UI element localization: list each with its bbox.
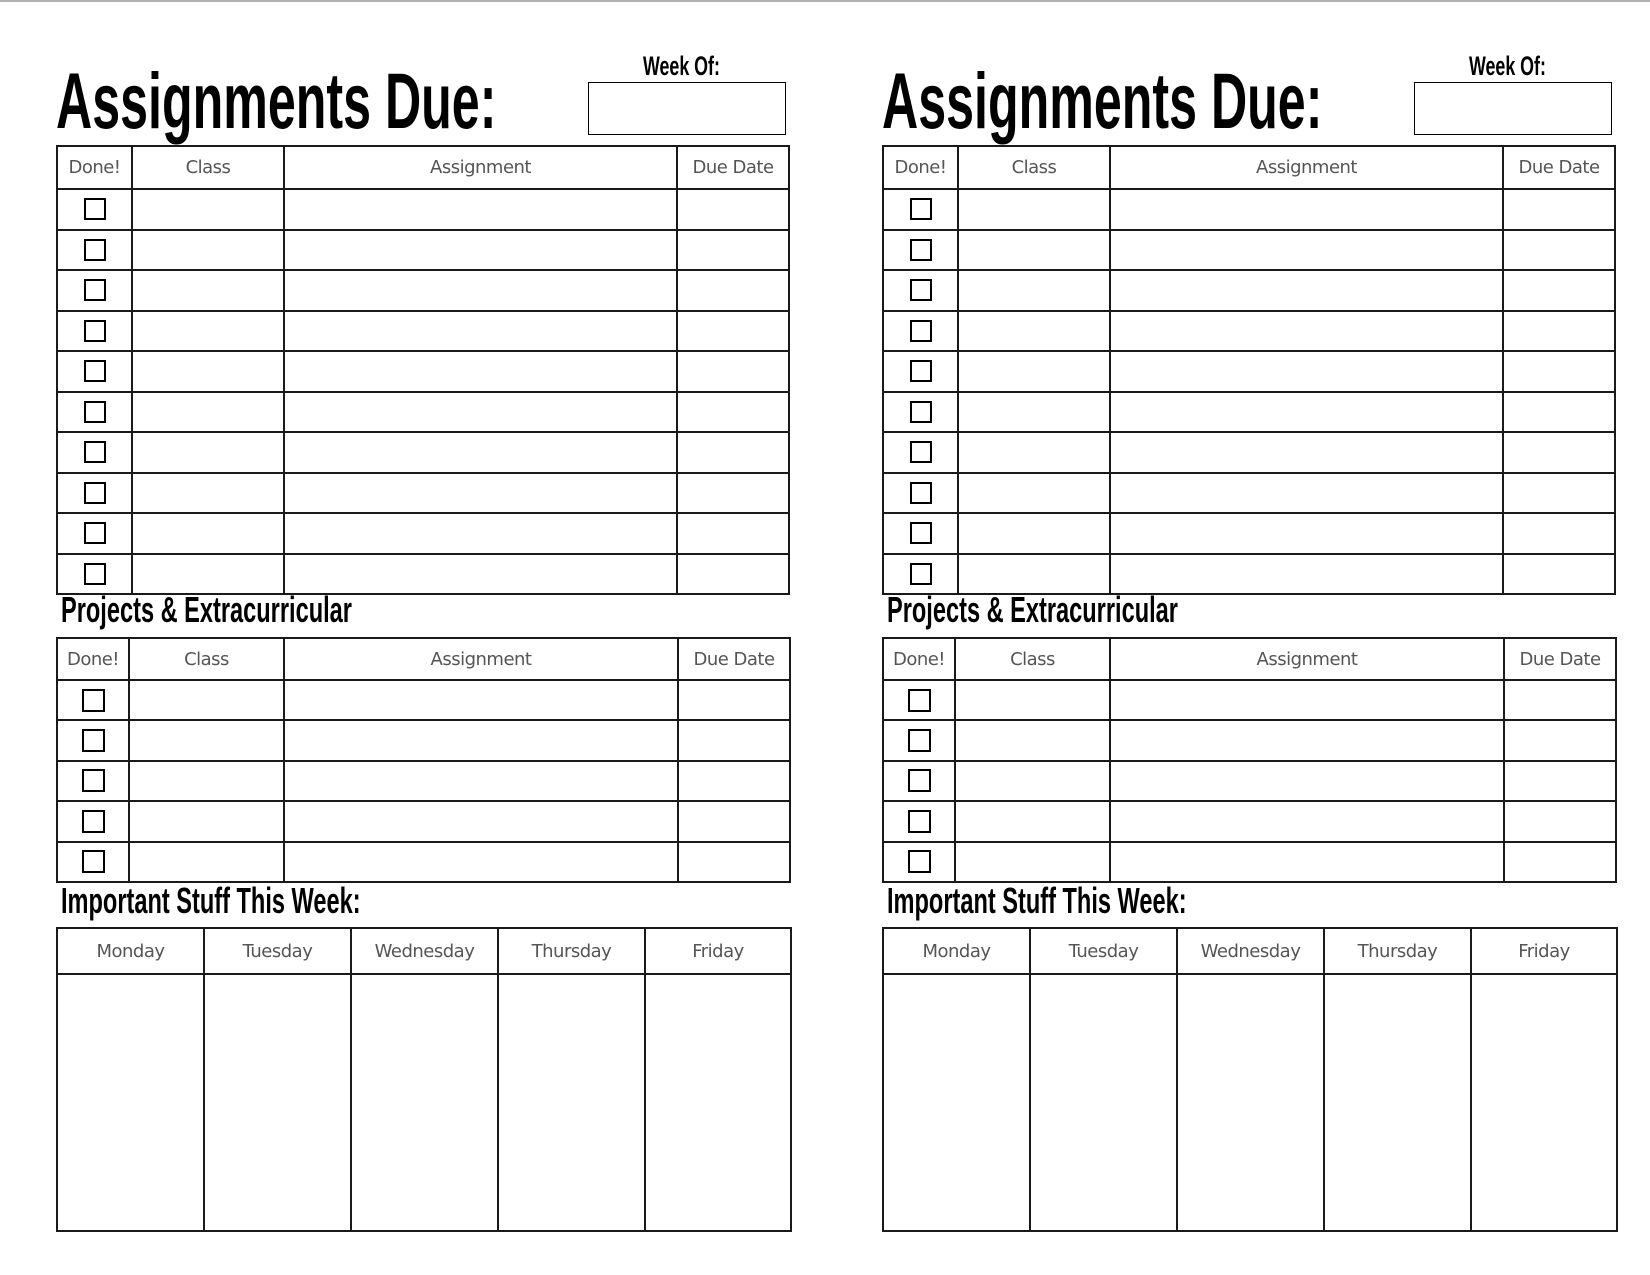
due-date-cell[interactable] [1503, 554, 1615, 595]
class-cell[interactable] [132, 432, 284, 473]
week-days-table [882, 927, 1618, 1232]
assignment-cell[interactable] [284, 720, 678, 760]
done-cell [57, 761, 129, 801]
checkbox-icon[interactable] [84, 239, 106, 261]
done-cell [883, 680, 955, 720]
assignment-cell[interactable] [1110, 351, 1503, 392]
due-date-cell[interactable] [1503, 432, 1615, 473]
class-cell[interactable] [132, 351, 284, 392]
header-assignment: Assignment [284, 638, 678, 680]
assignment-cell[interactable] [284, 311, 677, 352]
project-row [57, 720, 790, 760]
checkbox-icon[interactable] [910, 522, 932, 544]
checkbox-icon[interactable] [908, 729, 931, 752]
assignment-cell[interactable] [284, 351, 677, 392]
done-cell [57, 270, 132, 311]
done-cell [883, 230, 958, 271]
assignment-row [57, 189, 789, 230]
class-cell[interactable] [958, 311, 1110, 352]
due-date-cell[interactable] [677, 230, 789, 271]
notes-friday[interactable] [1471, 974, 1617, 1231]
assignment-row [57, 513, 789, 554]
class-cell[interactable] [132, 311, 284, 352]
day-thursday: Thursday [1324, 928, 1471, 974]
project-row [883, 720, 1616, 760]
days-header-row [883, 928, 1617, 974]
due-date-cell[interactable] [1504, 842, 1616, 882]
done-cell [57, 554, 132, 595]
assignment-row [883, 432, 1615, 473]
done-cell [57, 513, 132, 554]
assignment-cell[interactable] [284, 680, 678, 720]
checkbox-icon[interactable] [910, 401, 932, 423]
projects-header-row [883, 638, 1616, 680]
class-cell[interactable] [958, 230, 1110, 271]
due-date-cell[interactable] [1504, 720, 1616, 760]
assignment-cell[interactable] [1110, 761, 1504, 801]
done-cell [57, 230, 132, 271]
done-cell [883, 473, 958, 514]
checkbox-icon[interactable] [908, 689, 931, 712]
assignment-cell[interactable] [1110, 842, 1504, 882]
class-cell[interactable] [958, 473, 1110, 514]
class-cell[interactable] [955, 761, 1110, 801]
due-date-cell[interactable] [677, 513, 789, 554]
day-monday: Monday [883, 928, 1030, 974]
assignment-cell[interactable] [1110, 311, 1503, 352]
checkbox-icon[interactable] [910, 320, 932, 342]
days-header-row [57, 928, 791, 974]
done-cell [57, 392, 132, 433]
checkbox-icon[interactable] [82, 769, 105, 792]
done-cell [883, 513, 958, 554]
checkbox-icon[interactable] [84, 522, 106, 544]
done-cell [57, 801, 129, 841]
class-cell[interactable] [129, 761, 284, 801]
checkbox-icon[interactable] [910, 441, 932, 463]
assignment-cell[interactable] [1110, 513, 1503, 554]
project-row [883, 680, 1616, 720]
assignment-cell[interactable] [284, 513, 677, 554]
day-tuesday: Tuesday [1030, 928, 1177, 974]
done-cell [883, 351, 958, 392]
projects-header-row [57, 638, 790, 680]
assignment-row [883, 392, 1615, 433]
assignment-row [57, 432, 789, 473]
done-cell [883, 801, 955, 841]
due-date-cell[interactable] [677, 473, 789, 514]
done-cell [883, 842, 955, 882]
assignment-cell[interactable] [284, 392, 677, 433]
page-title: Assignments Due: [56, 56, 497, 145]
checkbox-icon[interactable] [910, 279, 932, 301]
project-row [883, 761, 1616, 801]
assignment-cell[interactable] [1110, 554, 1503, 595]
done-cell [883, 270, 958, 311]
assignment-cell[interactable] [1110, 432, 1503, 473]
day-wednesday: Wednesday [1177, 928, 1324, 974]
done-cell [883, 392, 958, 433]
checkbox-icon[interactable] [910, 482, 932, 504]
class-cell[interactable] [132, 554, 284, 595]
done-cell [57, 432, 132, 473]
class-cell[interactable] [129, 842, 284, 882]
due-date-cell[interactable] [678, 761, 790, 801]
notes-thursday[interactable] [498, 974, 645, 1231]
assignment-cell[interactable] [284, 801, 678, 841]
done-cell [57, 842, 129, 882]
assignment-row [57, 473, 789, 514]
checkbox-icon[interactable] [84, 441, 106, 463]
due-date-cell[interactable] [677, 392, 789, 433]
class-cell[interactable] [132, 230, 284, 271]
class-cell[interactable] [132, 189, 284, 230]
done-cell [883, 189, 958, 230]
done-cell [57, 311, 132, 352]
due-date-cell[interactable] [1503, 392, 1615, 433]
class-cell[interactable] [958, 392, 1110, 433]
due-date-cell[interactable] [1503, 230, 1615, 271]
due-date-cell[interactable] [677, 189, 789, 230]
header-assignment: Assignment [1110, 638, 1504, 680]
day-friday: Friday [1471, 928, 1617, 974]
checkbox-icon[interactable] [910, 198, 932, 220]
class-cell[interactable] [958, 432, 1110, 473]
header-assignment: Assignment [284, 146, 677, 189]
assignment-cell[interactable] [1110, 680, 1504, 720]
notes-thursday[interactable] [1324, 974, 1471, 1231]
assignment-row [57, 311, 789, 352]
done-cell [883, 720, 955, 760]
assignments-header-row [883, 146, 1615, 189]
due-date-cell[interactable] [678, 720, 790, 760]
assignment-cell[interactable] [1110, 230, 1503, 271]
checkbox-icon[interactable] [908, 769, 931, 792]
due-date-cell[interactable] [1503, 270, 1615, 311]
header-class: Class [958, 146, 1110, 189]
due-date-cell[interactable] [678, 801, 790, 841]
assignment-row [57, 351, 789, 392]
projects-table [56, 637, 791, 883]
assignment-row [883, 189, 1615, 230]
class-cell[interactable] [129, 680, 284, 720]
done-cell [883, 311, 958, 352]
checkbox-icon[interactable] [82, 810, 105, 833]
header-class: Class [132, 146, 284, 189]
assignment-cell[interactable] [284, 230, 677, 271]
assignment-cell[interactable] [284, 270, 677, 311]
header-assignment: Assignment [1110, 146, 1503, 189]
week-of-field[interactable] [588, 82, 786, 135]
header-done: Done! [57, 638, 129, 680]
checkbox-icon[interactable] [84, 360, 106, 382]
assignment-cell[interactable] [284, 189, 677, 230]
assignment-cell[interactable] [284, 432, 677, 473]
class-cell[interactable] [958, 189, 1110, 230]
projects-table [882, 637, 1617, 883]
projects-title: Projects & Extracurricular [887, 589, 1178, 630]
class-cell[interactable] [132, 270, 284, 311]
important-title: Important Stuff This Week: [61, 880, 361, 921]
checkbox-icon[interactable] [84, 401, 106, 423]
checkbox-icon[interactable] [84, 198, 106, 220]
checkbox-icon[interactable] [84, 279, 106, 301]
notes-wednesday[interactable] [1177, 974, 1324, 1231]
header-due-date: Due Date [677, 146, 789, 189]
day-wednesday: Wednesday [351, 928, 498, 974]
project-row [883, 801, 1616, 841]
planner-page-right [882, 0, 1642, 1275]
assignment-cell[interactable] [1110, 392, 1503, 433]
checkbox-icon[interactable] [910, 360, 932, 382]
header-due-date: Due Date [678, 638, 790, 680]
class-cell[interactable] [955, 842, 1110, 882]
checkbox-icon[interactable] [82, 729, 105, 752]
class-cell[interactable] [132, 513, 284, 554]
checkbox-icon[interactable] [82, 689, 105, 712]
class-cell[interactable] [958, 554, 1110, 595]
done-cell [57, 189, 132, 230]
class-cell[interactable] [132, 473, 284, 514]
checkbox-icon[interactable] [84, 320, 106, 342]
due-date-cell[interactable] [1503, 513, 1615, 554]
day-tuesday: Tuesday [204, 928, 351, 974]
day-friday: Friday [645, 928, 791, 974]
assignment-row [883, 473, 1615, 514]
due-date-cell[interactable] [1503, 473, 1615, 514]
checkbox-icon[interactable] [908, 850, 931, 873]
header-class: Class [955, 638, 1110, 680]
done-cell [57, 351, 132, 392]
class-cell[interactable] [958, 513, 1110, 554]
class-cell[interactable] [955, 801, 1110, 841]
assignment-row [57, 392, 789, 433]
due-date-cell[interactable] [1504, 680, 1616, 720]
done-cell [57, 680, 129, 720]
page-title: Assignments Due: [882, 56, 1323, 145]
assignment-row [883, 270, 1615, 311]
projects-title: Projects & Extracurricular [61, 589, 352, 630]
header-due-date: Due Date [1503, 146, 1615, 189]
class-cell[interactable] [129, 801, 284, 841]
important-title: Important Stuff This Week: [887, 880, 1187, 921]
project-row [57, 680, 790, 720]
assignment-row [57, 270, 789, 311]
done-cell [883, 432, 958, 473]
due-date-cell[interactable] [677, 351, 789, 392]
assignments-header-row [57, 146, 789, 189]
assignment-cell[interactable] [1110, 473, 1503, 514]
project-row [57, 801, 790, 841]
header-done: Done! [57, 146, 132, 189]
assignments-table [56, 145, 790, 595]
day-monday: Monday [57, 928, 204, 974]
checkbox-icon[interactable] [84, 482, 106, 504]
class-cell[interactable] [955, 720, 1110, 760]
assignment-cell[interactable] [1110, 270, 1503, 311]
due-date-cell[interactable] [678, 842, 790, 882]
class-cell[interactable] [132, 392, 284, 433]
notes-tuesday[interactable] [204, 974, 351, 1231]
checkbox-icon[interactable] [82, 850, 105, 873]
assignment-row [883, 230, 1615, 271]
planner-page-left [56, 0, 816, 1275]
assignment-cell[interactable] [284, 842, 678, 882]
assignment-row [883, 513, 1615, 554]
notes-friday[interactable] [645, 974, 791, 1231]
notes-monday[interactable] [57, 974, 204, 1231]
assignment-row [57, 230, 789, 271]
assignment-cell[interactable] [284, 554, 677, 595]
week-of-label: Week Of: [1469, 51, 1546, 81]
header-class: Class [129, 638, 284, 680]
due-date-cell[interactable] [1504, 801, 1616, 841]
checkbox-icon[interactable] [910, 239, 932, 261]
header-due-date: Due Date [1504, 638, 1616, 680]
project-row [57, 761, 790, 801]
checkbox-icon[interactable] [908, 810, 931, 833]
week-of-label: Week Of: [643, 51, 720, 81]
assignments-table [882, 145, 1616, 595]
done-cell [57, 473, 132, 514]
due-date-cell[interactable] [677, 270, 789, 311]
due-date-cell[interactable] [1504, 761, 1616, 801]
due-date-cell[interactable] [678, 680, 790, 720]
day-thursday: Thursday [498, 928, 645, 974]
project-row [57, 842, 790, 882]
assignment-row [883, 351, 1615, 392]
assignment-cell[interactable] [1110, 189, 1503, 230]
due-date-cell[interactable] [677, 554, 789, 595]
assignment-cell[interactable] [284, 761, 678, 801]
done-cell [883, 554, 958, 595]
class-cell[interactable] [129, 720, 284, 760]
project-row [883, 842, 1616, 882]
due-date-cell[interactable] [1503, 351, 1615, 392]
due-date-cell[interactable] [677, 311, 789, 352]
class-cell[interactable] [958, 351, 1110, 392]
done-cell [883, 761, 955, 801]
checkbox-icon[interactable] [84, 563, 106, 585]
assignment-cell[interactable] [1110, 801, 1504, 841]
header-done: Done! [883, 638, 955, 680]
done-cell [57, 720, 129, 760]
notes-monday[interactable] [883, 974, 1030, 1231]
days-notes-row [57, 974, 791, 1231]
assignment-cell[interactable] [1110, 720, 1504, 760]
due-date-cell[interactable] [677, 432, 789, 473]
due-date-cell[interactable] [1503, 189, 1615, 230]
due-date-cell[interactable] [1503, 311, 1615, 352]
assignment-row [883, 311, 1615, 352]
checkbox-icon[interactable] [910, 563, 932, 585]
days-notes-row [883, 974, 1617, 1231]
week-days-table [56, 927, 792, 1232]
notes-tuesday[interactable] [1030, 974, 1177, 1231]
week-of-field[interactable] [1414, 82, 1612, 135]
header-done: Done! [883, 146, 958, 189]
class-cell[interactable] [958, 270, 1110, 311]
class-cell[interactable] [955, 680, 1110, 720]
assignment-row [57, 554, 789, 595]
assignment-row [883, 554, 1615, 595]
assignment-cell[interactable] [284, 473, 677, 514]
notes-wednesday[interactable] [351, 974, 498, 1231]
